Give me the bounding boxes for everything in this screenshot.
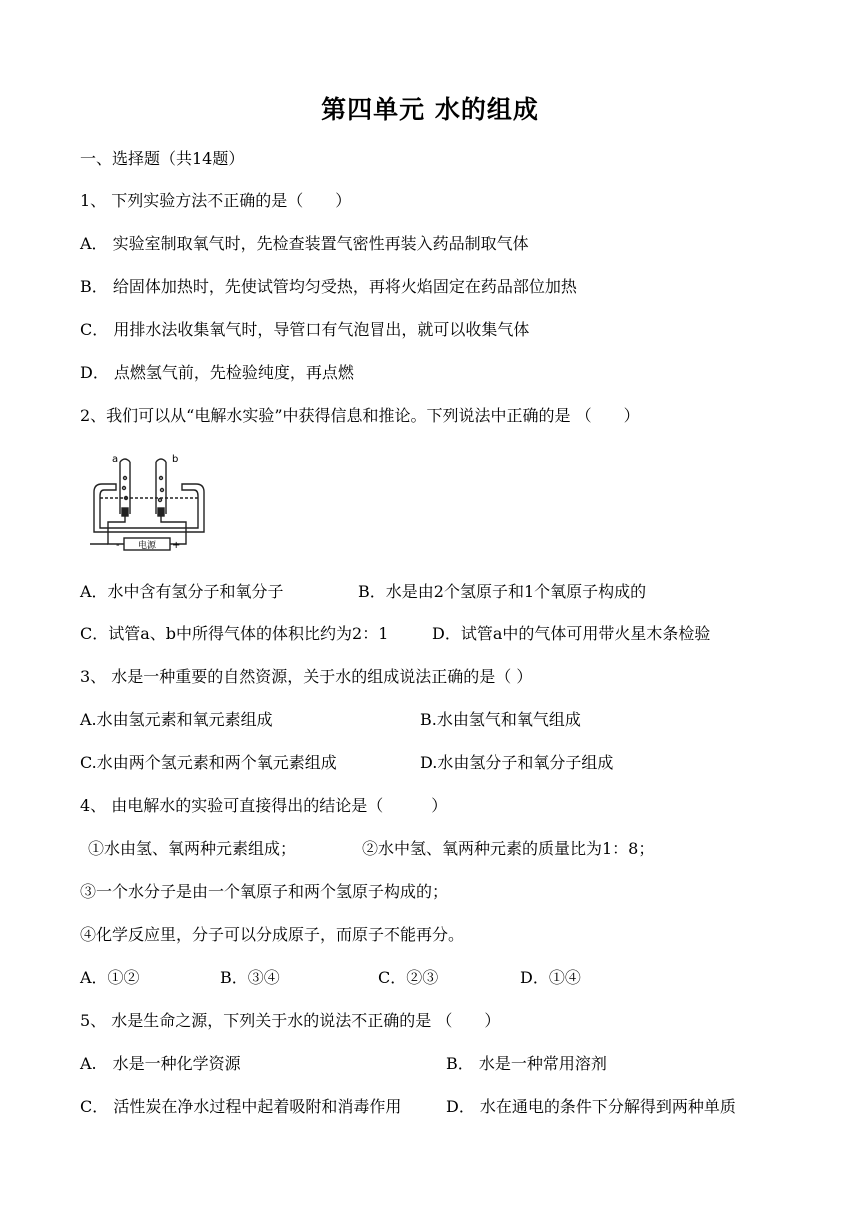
minus-terminal-label: - [116,540,120,551]
tube-a-label: a [112,454,119,465]
q2-stem: 2、我们可以从“电解水实验”中获得信息和推论。下列说法中正确的是 （ ） [80,406,640,425]
q4-option-b: B．③④ [220,968,280,987]
q4-statement-2: ②水中氢、氧两种元素的质量比为1：8； [362,839,655,858]
q1-option-b: B． 给固体加热时，先使试管均匀受热，再将火焰固定在药品部位加热 [80,277,577,296]
q4-statement-4: ④化学反应里，分子可以分成原子，而原子不能再分。 [80,925,465,944]
q5-option-b: B． 水是一种常用溶剂 [446,1054,607,1073]
q4-option-c: C．②③ [378,968,439,987]
q2-option-a: A．水中含有氢分子和氧分子 [80,582,284,601]
q3-option-a: A.水由氢元素和氧元素组成 [80,710,273,729]
q5-stem: 5、 水是生命之源，下列关于水的说法不正确的是 （ ） [80,1011,501,1030]
q4-statement-1: ①水由氢、氧两种元素组成； [88,839,297,858]
plus-terminal-label: + [172,540,181,551]
q4-option-d: D．①④ [520,968,581,987]
q5-option-c: C． 活性炭在净水过程中起着吸附和消毒作用 [80,1097,402,1116]
q3-option-d: D.水由氢分子和氧分子组成 [420,753,614,772]
tube-b-label: b [172,454,179,465]
q4-stem: 4、 由电解水的实验可直接得出的结论是（ ） [80,796,448,815]
q1-option-c: C． 用排水法收集氧气时，导管口有气泡冒出，就可以收集气体 [80,320,530,339]
q1-stem: 1、 下列实验方法不正确的是（ ） [80,191,352,210]
q2-option-b: B．水是由2个氢原子和1个氧原子构成的 [358,582,647,601]
q5-option-a: A. 水是一种化学资源 [80,1054,241,1073]
q3-stem: 3、 水是一种重要的自然资源，关于水的组成说法正确的是（ ） [80,667,533,686]
page-title: 第四单元 水的组成 [321,95,539,124]
q2-option-c: C．试管a、b中所得气体的体积比约为2：1 [80,624,389,643]
q1-option-d: D． 点燃氢气前，先检验纯度，再点燃 [80,363,354,382]
power-label: 电源 [137,541,157,551]
q2-option-d: D．试管a中的气体可用带火星木条检验 [432,624,711,643]
q3-option-b: B.水由氢气和氧气组成 [420,710,581,729]
q3-option-c: C.水由两个氢元素和两个氧元素组成 [80,753,337,772]
q4-option-a: A．①② [80,968,140,987]
q4-statement-3: ③一个水分子是由一个氧原子和两个氢原子构成的； [80,882,449,901]
q1-option-a: A． 实验室制取氧气时，先检查装置气密性再装入药品制取气体 [80,234,529,253]
q5-option-d: D． 水在通电的条件下分解得到两种单质 [446,1097,736,1116]
section-heading: 一、选择题（共14题） [80,149,245,168]
electrolysis-apparatus-figure [86,448,226,556]
